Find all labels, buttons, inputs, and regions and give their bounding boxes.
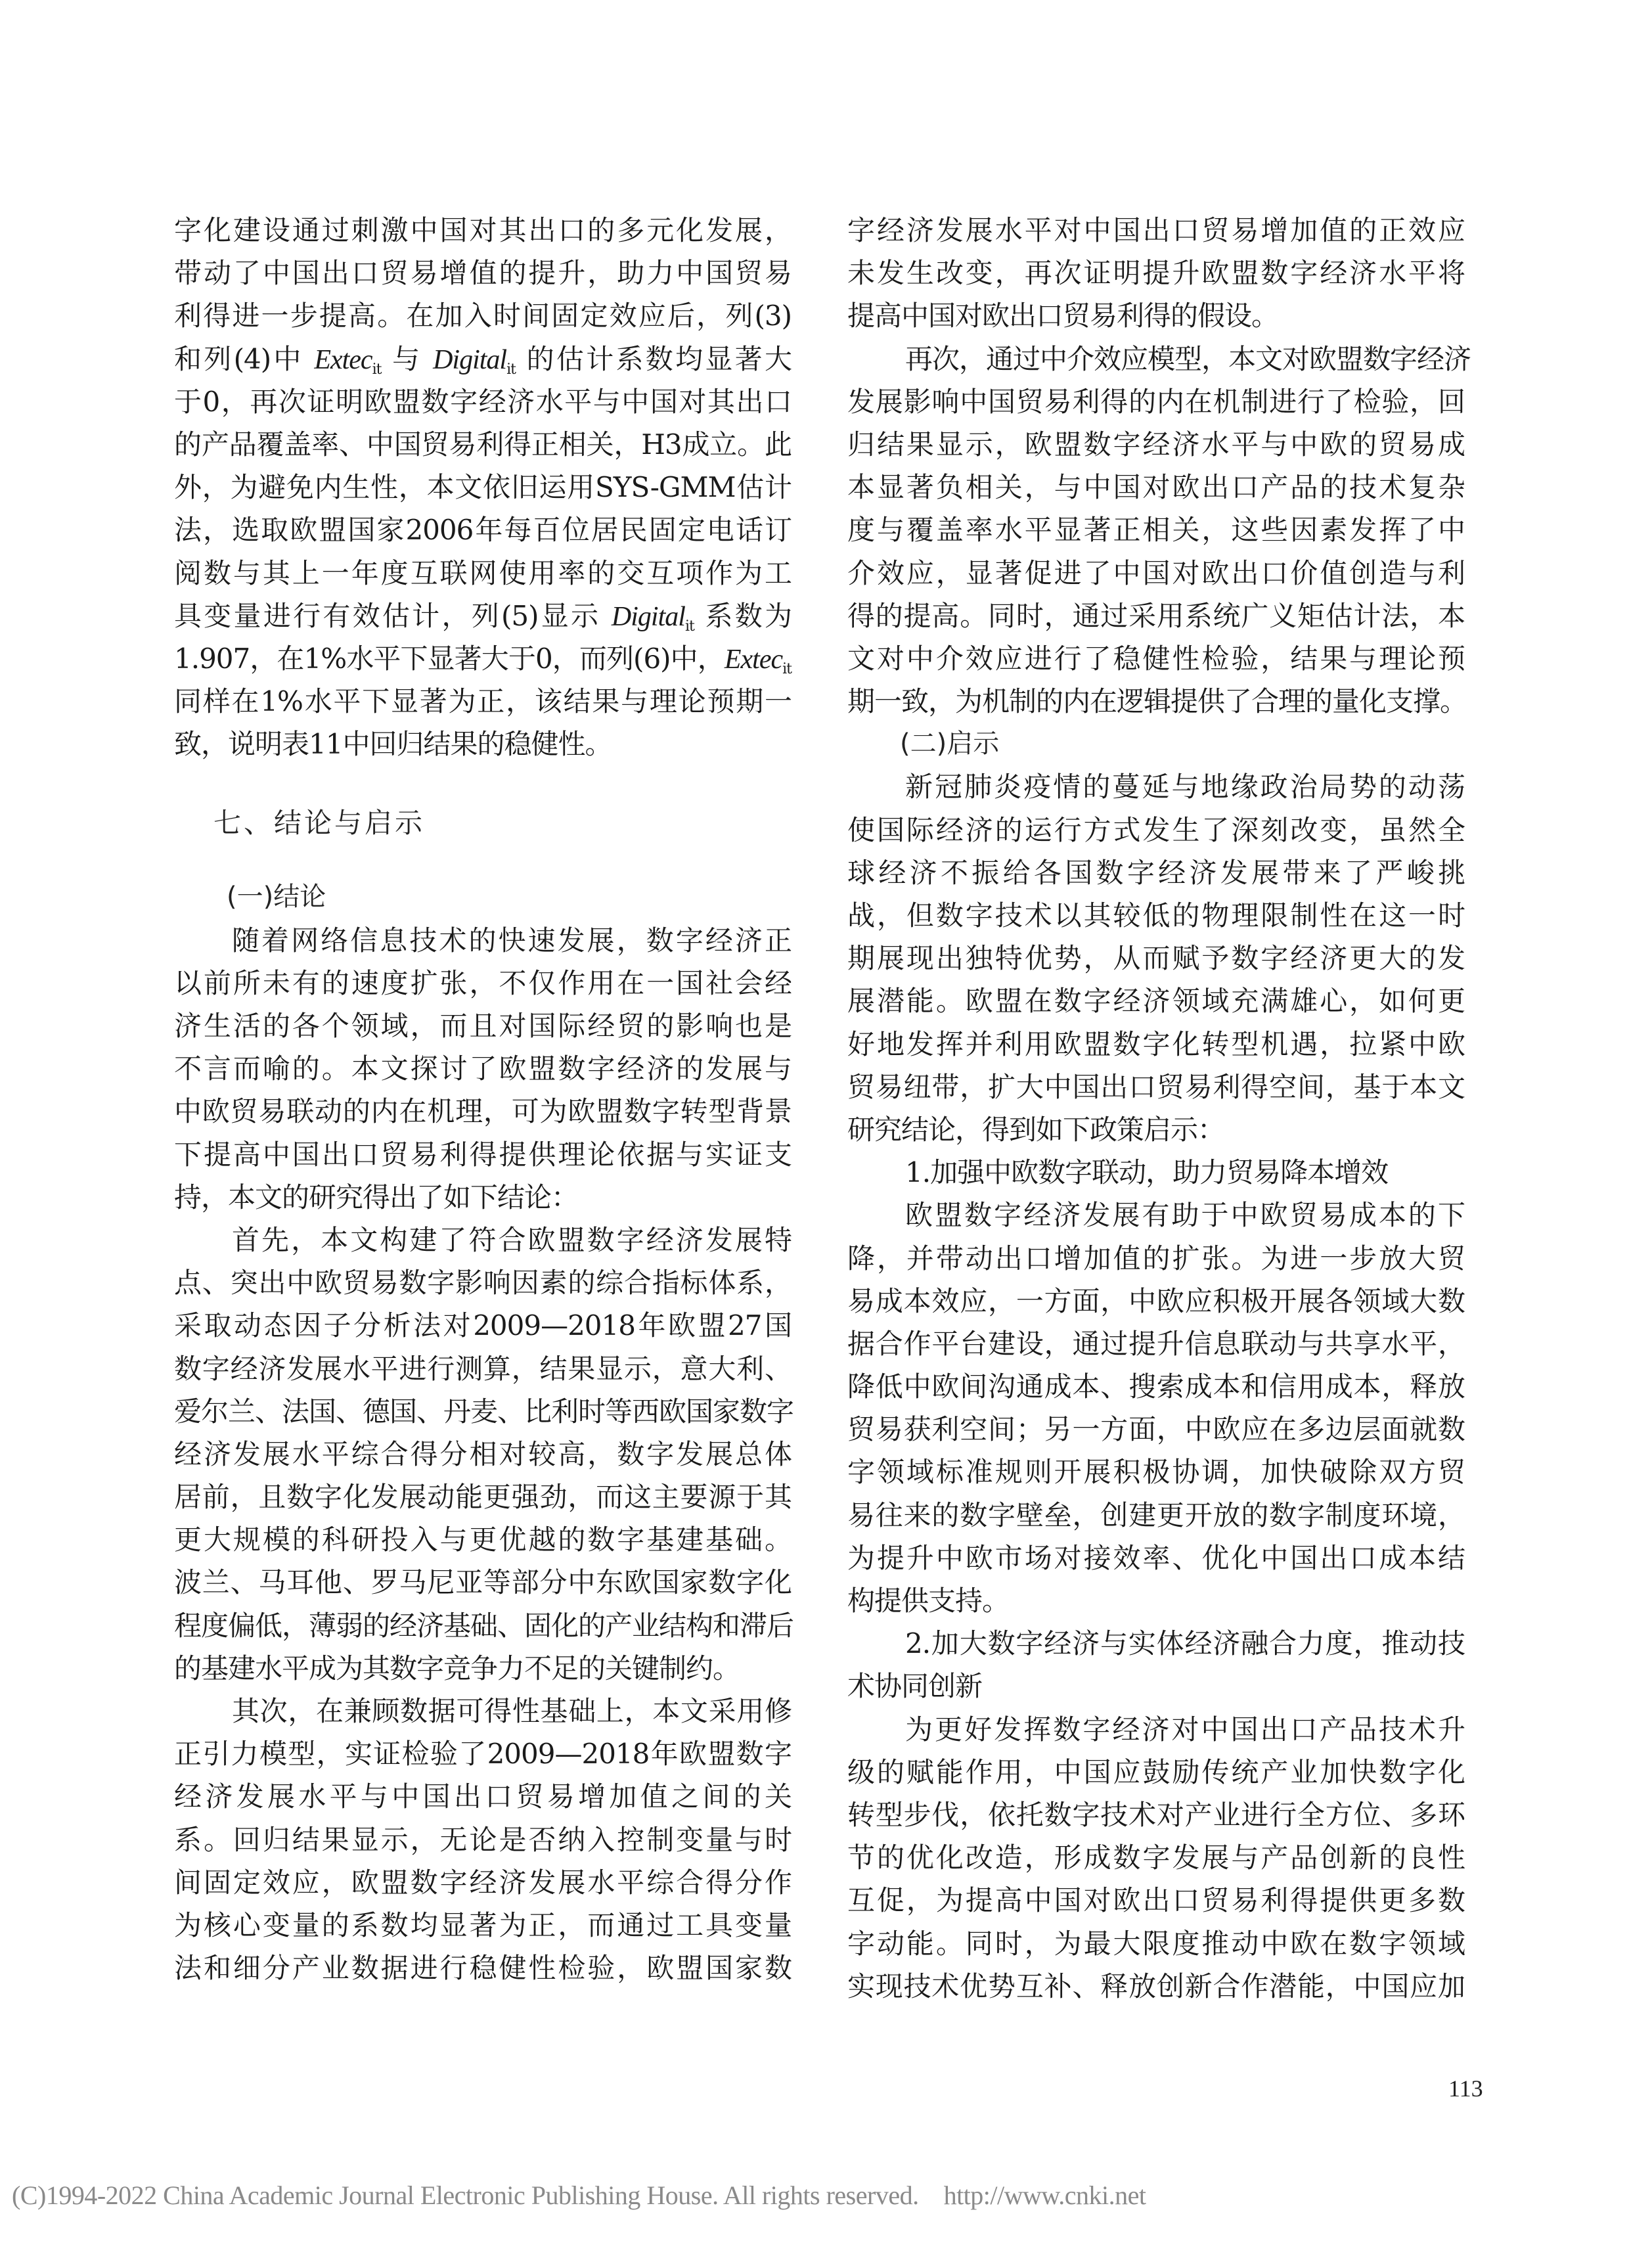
body-line: 降低中欧间沟通成本、搜索成本和信用成本，释放 [847,1370,1465,1403]
body-line: 采取动态因子分析法对2009—2018年欧盟27国 [174,1309,792,1342]
body-line: 法和细分产业数据进行稳健性检验，欧盟国家数 [174,1952,792,1985]
body-line: 本显著负相关，与中国对欧出口产品的技术复杂 [847,471,1465,504]
subsection-heading: (一)结论 [227,882,326,913]
body-line: 贸易纽带，扩大中国出口贸易利得空间，基于本文 [847,1070,1465,1103]
variable-digital: Digital [611,601,685,632]
body-line: 的基建水平成为其数字竞争力不足的关键制约。 [174,1652,740,1684]
body-line: 带动了中国出口贸易增值的提升，助力中国贸易 [174,257,792,290]
body-line: 转型步伐，依托数字技术对产业进行全方位、多环 [847,1798,1465,1831]
body-line: 度与覆盖率水平显著正相关，这些因素发挥了中 [847,514,1465,547]
body-line: 为更好发挥数字经济对中国出口产品技术升 [905,1713,1465,1746]
body-line: 程度偏低，薄弱的经济基础、固化的产业结构和滞后 [174,1609,794,1642]
left-column [174,209,792,1989]
body-line: 不言而喻的。本文探讨了欧盟数字经济的发展与 [174,1052,792,1085]
body-line: 其次，在兼顾数据可得性基础上，本文采用修 [232,1695,792,1727]
body-line: 研究结论，得到如下政策启示： [847,1113,1225,1146]
body-line: 首先，本文构建了符合欧盟数字经济发展特 [232,1223,792,1256]
body-line: 为核心变量的系数均显著为正，而通过工具变量 [174,1908,792,1941]
body-line: 的产品覆盖率、中国贸易利得正相关，H3成立。此 [174,428,792,461]
body-line: 法，选取欧盟国家2006年每百位居民固定电话订 [174,514,792,547]
body-line: 以前所未有的速度扩张，不仅作用在一国社会经 [174,966,792,999]
body-line: 爱尔兰、法国、德国、丹麦、比利时等西欧国家数字 [174,1395,794,1428]
body-line: 贸易获利空间；另一方面，中欧应在多边层面就数 [847,1413,1465,1446]
body-line: 持，本文的研究得出了如下结论： [174,1181,579,1213]
body-line: 提高中国对欧出口贸易利得的假设。 [847,300,1279,332]
body-line: 球经济不振给各国数字经济发展带来了严峻挑 [847,856,1465,889]
body-line: 随着网络信息技术的快速发展，数字经济正 [232,924,792,957]
body-line: 实现技术优势互补、释放创新合作潜能，中国应加 [847,1970,1465,2002]
subscript: it [684,618,694,635]
variable-extec: Extec [724,644,783,675]
body-line: 居前，且数字化发展动能更强劲，而这主要源于其 [174,1481,792,1514]
body-line: 波兰、马耳他、罗马尼亚等部分中东欧国家数字化 [174,1566,792,1599]
text-segment: 和列(4)中 [174,342,315,375]
body-line: 文对中介效应进行了稳健性检验，结果与理论预 [847,642,1465,675]
body-line: 节的优化改造，形成数字发展与产品创新的良性 [847,1841,1465,1874]
item-heading: 1.加强中欧数字联动，助力贸易降本增效 [905,1156,1389,1189]
body-line: 据合作平台建设，通过提升信息联动与共享水平， [847,1327,1465,1360]
item-heading: 2.加大数字经济与实体经济融合力度，推动技 [905,1627,1465,1660]
body-line: 经济发展水平与中国出口贸易增加值之间的关 [174,1780,792,1813]
body-line: 欧盟数字经济发展有助于中欧贸易成本的下 [905,1199,1465,1232]
text-segment: 系数为 [694,599,792,632]
body-line: 为提升中欧市场对接效率、优化中国出口成本结 [847,1541,1465,1574]
body-line: 介效应，显著促进了中国对欧出口价值创造与利 [847,556,1465,589]
body-line: 阅数与其上一年度互联网使用率的交互项作为工 [174,556,792,589]
body-line: 系。回归结果显示，无论是否纳入控制变量与时 [174,1823,792,1856]
body-line: 下提高中国出口贸易利得提供理论依据与实证支 [174,1138,792,1171]
body-line: 归结果显示，欧盟数字经济水平与中欧的贸易成 [847,428,1465,461]
body-line: 期展现出独特优势，从而赋予数字经济更大的发 [847,942,1465,975]
body-line: 更大规模的科研投入与更优越的数字基建基础。 [174,1524,792,1556]
body-line: 战，但数字技术以其较低的物理限制性在这一时 [847,899,1465,932]
body-line: 字经济发展水平对中国出口贸易增加值的正效应 [847,214,1465,246]
body-line: 字动能。同时，为最大限度推动中欧在数字领域 [847,1927,1465,1960]
body-line: 外，为避免内生性，本文依旧运用SYS-GMM估计 [174,471,792,504]
body-line: 期一致，为机制的内在逻辑提供了合理的量化支撑。 [847,685,1467,718]
body-line-with-variables [174,338,792,380]
body-line: 发展影响中国贸易利得的内在机制进行了检验，回 [847,385,1465,418]
body-line: 济生活的各个领域，而且对国际经贸的影响也是 [174,1010,792,1042]
body-line: 再次，通过中介效应模型，本文对欧盟数字经济 [905,342,1471,375]
text-segment: 具变量进行有效估计，列(5)显示 [174,599,612,632]
body-line: 新冠肺炎疫情的蔓延与地缘政治局势的动荡 [905,771,1465,803]
body-line: 得的提高。同时，通过采用系统广义矩估计法，本 [847,599,1465,632]
body-line: 使国际经济的运行方式发生了深刻改变，虽然全 [847,813,1465,846]
body-line: 致，说明表11中回归结果的稳健性。 [174,728,612,761]
subscript: it [782,660,792,677]
section-heading: 七、结论与启示 [213,807,426,840]
body-line: 于0，再次证明欧盟数字经济水平与中国对其出口 [174,385,792,418]
body-line: 间固定效应，欧盟数字经济发展水平综合得分作 [174,1866,792,1899]
body-line: 点、突出中欧贸易数字影响因素的综合指标体系， [174,1267,792,1299]
right-column [847,209,1471,2008]
body-line: 字化建设通过刺激中国对其出口的多元化发展， [174,214,792,246]
body-line: 降，并带动出口增加值的扩张。为进一步放大贸 [847,1242,1465,1275]
body-line-with-variables [174,595,792,637]
body-line-with-variables [174,637,792,680]
body-line: 数字经济发展水平进行测算，结果显示，意大利、 [174,1352,792,1385]
variable-digital: Digital [433,344,507,375]
body-line: 互促，为提高中国对欧出口贸易利得提供更多数 [847,1884,1465,1917]
body-line: 易往来的数字壁垒，创建更开放的数字制度环境， [847,1499,1465,1531]
body-line: 利得进一步提高。在加入时间固定效应后，列(3) [174,300,792,332]
text-segment: 与 [381,342,434,375]
body-line: 展潜能。欧盟在数字经济领域充满雄心，如何更 [847,985,1465,1018]
body-line: 中欧贸易联动的内在机理，可为欧盟数字转型背景 [174,1095,792,1128]
page-number: 113 [1448,2075,1483,2102]
body-line: 级的赋能作用，中国应鼓励传统产业加快数字化 [847,1755,1465,1788]
text-segment: 1.907，在1%水平下显著大于0，而列(6)中， [174,642,725,675]
item-heading: 术协同创新 [847,1670,983,1703]
body-line: 同样在1%水平下显著为正，该结果与理论预期一 [174,685,792,718]
body-line: 正引力模型，实证检验了2009—2018年欧盟数字 [174,1738,792,1771]
body-line: 未发生改变，再次证明提升欧盟数字经济水平将 [847,257,1465,290]
body-line: 好地发挥并利用欧盟数字化转型机遇，拉紧中欧 [847,1027,1465,1060]
body-line: 字领域标准规则开展积极协调，加快破除双方贸 [847,1456,1465,1489]
subscript: it [372,361,382,378]
body-line: 构提供支持。 [847,1585,1010,1617]
subscript: it [506,361,516,378]
copyright-footer: (C)1994-2022 China Academic Journal Electronic Publishing House. All rights reserved. http://www.cnki.net [12,2180,1146,2210]
text-segment: 的估计系数均显著大 [515,342,792,375]
body-line: 经济发展水平综合得分相对较高，数字发展总体 [174,1437,792,1470]
subsection-heading: (二)启示 [900,729,1000,759]
variable-extec: Extec [314,344,372,375]
body-line: 易成本效应，一方面，中欧应积极开展各领域大数 [847,1284,1465,1317]
